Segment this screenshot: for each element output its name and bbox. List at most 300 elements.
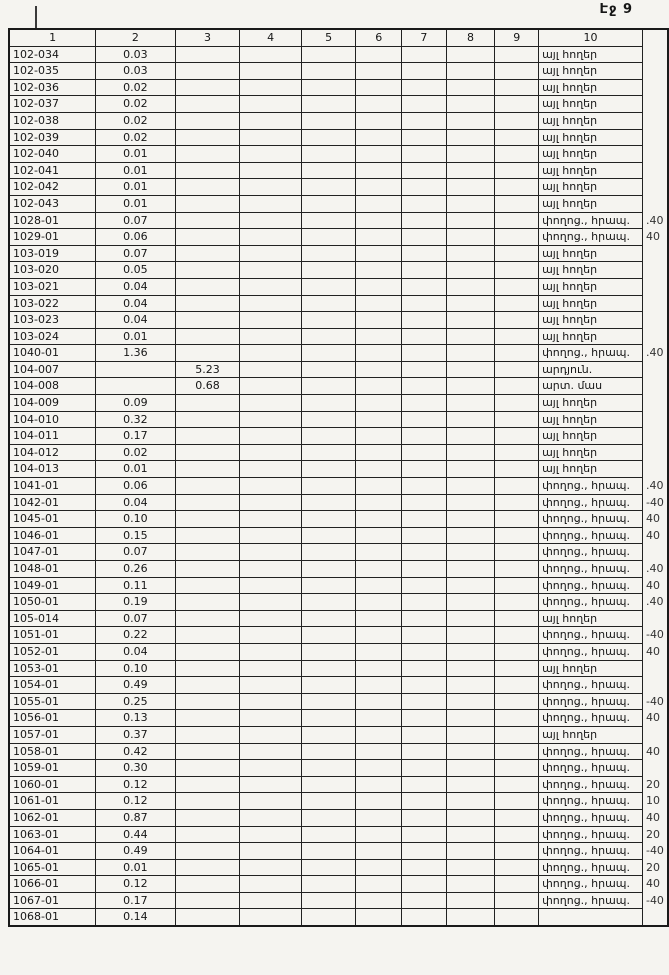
cell-col6	[356, 245, 402, 262]
header-col-5: 5	[301, 29, 356, 46]
cell-col6	[356, 511, 402, 528]
cell-col6	[356, 726, 402, 743]
cell-col7	[402, 577, 447, 594]
cell-col2: 0.04	[96, 278, 176, 295]
cell-col5	[301, 461, 356, 478]
cell-col3	[175, 594, 240, 611]
cell-col6	[356, 444, 402, 461]
cell-col9	[495, 345, 539, 362]
cell-col6	[356, 793, 402, 810]
cell-col10: այլ հողեր	[539, 46, 643, 63]
cell-col7	[402, 295, 447, 312]
cell-col10: այլ հողեր	[539, 295, 643, 312]
cell-col2: 0.04	[96, 295, 176, 312]
cell-col2: 0.02	[96, 96, 176, 113]
cell-col7	[402, 843, 447, 860]
cell-col5	[301, 743, 356, 760]
cell-col8	[446, 892, 495, 909]
cell-col6	[356, 428, 402, 445]
cell-col7	[402, 444, 447, 461]
cell-col7	[402, 743, 447, 760]
cell-col6	[356, 179, 402, 196]
cell-col9	[495, 760, 539, 777]
header-col-3: 3	[175, 29, 240, 46]
cell-col9	[495, 461, 539, 478]
cell-col10: այլ հողեր	[539, 195, 643, 212]
cell-col10: արտ. մաս	[539, 378, 643, 395]
margin-annotation: 40	[645, 744, 660, 758]
cell-col7	[402, 195, 447, 212]
cell-col8	[446, 859, 495, 876]
cell-col3	[175, 96, 240, 113]
table-row	[9, 328, 668, 345]
cell-col1: 103-019	[9, 245, 96, 262]
cell-col7	[402, 693, 447, 710]
margin-annotation	[642, 395, 668, 412]
cell-col8	[446, 677, 495, 694]
cell-col4	[240, 527, 302, 544]
cell-col6	[356, 660, 402, 677]
cell-col4	[240, 212, 302, 229]
cell-col10: այլ հողեր	[539, 395, 643, 412]
margin-annotation	[642, 262, 668, 279]
margin-annotation: 40	[645, 877, 660, 891]
cell-col5	[301, 478, 356, 495]
table-row	[9, 610, 668, 627]
cell-col3	[175, 478, 240, 495]
cell-col1: 104-013	[9, 461, 96, 478]
cell-col1: 102-034	[9, 46, 96, 63]
margin-annotation: -40	[645, 495, 664, 509]
cell-col7	[402, 511, 447, 528]
cell-col10: փողոց., հրապ.	[539, 892, 643, 909]
cell-col6	[356, 328, 402, 345]
cell-col7	[402, 345, 447, 362]
cell-col2: 0.03	[96, 46, 176, 63]
cell-col1: 1049-01	[9, 577, 96, 594]
cell-col7	[402, 411, 447, 428]
cell-col4	[240, 726, 302, 743]
cell-col5	[301, 79, 356, 96]
header-col-2: 2	[96, 29, 176, 46]
cell-col6	[356, 361, 402, 378]
table-row	[9, 710, 668, 727]
table-row	[9, 395, 668, 412]
cell-col1: 1066-01	[9, 876, 96, 893]
cell-col4	[240, 693, 302, 710]
margin-annotation	[642, 328, 668, 345]
margin-annotation: 40	[645, 644, 660, 658]
cell-col5	[301, 561, 356, 578]
cell-col7	[402, 96, 447, 113]
cell-col5	[301, 378, 356, 395]
cell-col2: 0.22	[96, 627, 176, 644]
table-row	[9, 793, 668, 810]
cell-col5	[301, 494, 356, 511]
cell-col6	[356, 411, 402, 428]
margin-annotation: 40	[645, 810, 660, 824]
cell-col10: փողոց., հրապ.	[539, 544, 643, 561]
cell-col8	[446, 461, 495, 478]
cell-col6	[356, 876, 402, 893]
cell-col8	[446, 179, 495, 196]
cell-col3: 0.68	[175, 378, 240, 395]
cell-col1: 104-007	[9, 361, 96, 378]
cell-col8	[446, 245, 495, 262]
cell-col9	[495, 212, 539, 229]
cell-col6	[356, 643, 402, 660]
cell-col6	[356, 527, 402, 544]
table-row	[9, 594, 668, 611]
table-row	[9, 826, 668, 843]
cell-col10: այլ հողեր	[539, 162, 643, 179]
cell-col1: 102-039	[9, 129, 96, 146]
cell-col7	[402, 660, 447, 677]
cell-col9	[495, 610, 539, 627]
cell-col2: 1.36	[96, 345, 176, 362]
cell-col7	[402, 112, 447, 129]
cell-col5	[301, 112, 356, 129]
cell-col5	[301, 428, 356, 445]
margin-annotation	[642, 411, 668, 428]
margin-annotation	[642, 96, 668, 113]
cell-col4	[240, 112, 302, 129]
cell-col7	[402, 146, 447, 163]
cell-col5	[301, 245, 356, 262]
cell-col7	[402, 129, 447, 146]
cell-col4	[240, 195, 302, 212]
cell-col3	[175, 179, 240, 196]
table-row	[9, 179, 668, 196]
cell-col7	[402, 710, 447, 727]
cell-col5	[301, 677, 356, 694]
cell-col10: փողոց., հրապ.	[539, 577, 643, 594]
cell-col2: 0.09	[96, 395, 176, 412]
cell-col2: 0.04	[96, 312, 176, 329]
cell-col6	[356, 112, 402, 129]
cell-col4	[240, 179, 302, 196]
table-row	[9, 660, 668, 677]
margin-annotation: -40	[645, 694, 664, 708]
cell-col7	[402, 859, 447, 876]
cell-col10: արդյուն.	[539, 361, 643, 378]
cell-col5	[301, 793, 356, 810]
cell-col3	[175, 809, 240, 826]
margin-annotation	[642, 295, 668, 312]
cell-col3	[175, 345, 240, 362]
cell-col5	[301, 46, 356, 63]
cell-col3	[175, 195, 240, 212]
table-row	[9, 345, 668, 362]
cell-col9	[495, 278, 539, 295]
cell-col6	[356, 627, 402, 644]
cell-col9	[495, 843, 539, 860]
cell-col2: 0.44	[96, 826, 176, 843]
margin-annotation	[642, 146, 668, 163]
cell-col9	[495, 511, 539, 528]
cell-col5	[301, 361, 356, 378]
cell-col1: 102-042	[9, 179, 96, 196]
cell-col8	[446, 627, 495, 644]
cell-col6	[356, 212, 402, 229]
cell-col3	[175, 793, 240, 810]
cell-col4	[240, 378, 302, 395]
cell-col5	[301, 195, 356, 212]
cell-col4	[240, 594, 302, 611]
margin-annotation: 40	[645, 512, 660, 526]
cell-col2: 0.30	[96, 760, 176, 777]
cell-col9	[495, 361, 539, 378]
cell-col7	[402, 494, 447, 511]
cell-col3	[175, 511, 240, 528]
cell-col7	[402, 278, 447, 295]
cell-col6	[356, 494, 402, 511]
cell-col2: 0.32	[96, 411, 176, 428]
cell-col10: այլ հողեր	[539, 63, 643, 80]
cell-col7	[402, 561, 447, 578]
cell-col3	[175, 444, 240, 461]
cell-col7	[402, 610, 447, 627]
cell-col8	[446, 511, 495, 528]
cell-col8	[446, 63, 495, 80]
cell-col4	[240, 428, 302, 445]
cell-col5	[301, 843, 356, 860]
cell-col4	[240, 826, 302, 843]
table-row	[9, 909, 668, 926]
cell-col6	[356, 129, 402, 146]
cell-col6	[356, 892, 402, 909]
cell-col9	[495, 776, 539, 793]
cell-col9	[495, 328, 539, 345]
table-row	[9, 444, 668, 461]
cell-col9	[495, 859, 539, 876]
cell-col3	[175, 710, 240, 727]
cell-col8	[446, 295, 495, 312]
cell-col4	[240, 63, 302, 80]
table-row	[9, 494, 668, 511]
cell-col9	[495, 892, 539, 909]
cell-col3	[175, 776, 240, 793]
cell-col7	[402, 527, 447, 544]
cell-col8	[446, 195, 495, 212]
cell-col3	[175, 79, 240, 96]
cell-col3	[175, 743, 240, 760]
cell-col3	[175, 527, 240, 544]
cell-col8	[446, 776, 495, 793]
table-row	[9, 428, 668, 445]
cell-col4	[240, 345, 302, 362]
header-col-9: 9	[495, 29, 539, 46]
cell-col9	[495, 312, 539, 329]
cell-col4	[240, 461, 302, 478]
cell-col1: 1058-01	[9, 743, 96, 760]
cell-col8	[446, 411, 495, 428]
cell-col2: 0.05	[96, 262, 176, 279]
table-row	[9, 561, 668, 578]
cell-col6	[356, 378, 402, 395]
cell-col3	[175, 577, 240, 594]
table-row	[9, 361, 668, 378]
header-col-7: 7	[402, 29, 447, 46]
cell-col10: այլ հողեր	[539, 146, 643, 163]
cell-col1: 103-020	[9, 262, 96, 279]
cell-col4	[240, 743, 302, 760]
cell-col7	[402, 328, 447, 345]
cell-col9	[495, 643, 539, 660]
cell-col1: 102-040	[9, 146, 96, 163]
cell-col9	[495, 112, 539, 129]
cell-col7	[402, 793, 447, 810]
cell-col4	[240, 245, 302, 262]
margin-annotation	[642, 428, 668, 445]
cell-col3	[175, 660, 240, 677]
cell-col3	[175, 395, 240, 412]
cell-col4	[240, 643, 302, 660]
cell-col9	[495, 544, 539, 561]
cell-col3	[175, 129, 240, 146]
table-row	[9, 129, 668, 146]
table-row	[9, 511, 668, 528]
cell-col5	[301, 511, 356, 528]
margin-annotation	[642, 312, 668, 329]
cell-col2: 0.12	[96, 776, 176, 793]
margin-annotation: .40	[645, 479, 664, 493]
cell-col7	[402, 79, 447, 96]
margin-annotation	[642, 444, 668, 461]
cell-col4	[240, 561, 302, 578]
table-row	[9, 627, 668, 644]
cell-col8	[446, 843, 495, 860]
cell-col8	[446, 262, 495, 279]
cell-col8	[446, 328, 495, 345]
cell-col7	[402, 478, 447, 495]
margin-annotation: -40	[645, 844, 664, 858]
cell-col3	[175, 892, 240, 909]
cell-col7	[402, 461, 447, 478]
header-col-8: 8	[446, 29, 495, 46]
cell-col1: 1046-01	[9, 527, 96, 544]
cell-col4	[240, 793, 302, 810]
cell-col8	[446, 478, 495, 495]
cell-col5	[301, 643, 356, 660]
cell-col10: այլ հողեր	[539, 112, 643, 129]
cell-col1: 102-037	[9, 96, 96, 113]
cell-col5	[301, 179, 356, 196]
cell-col9	[495, 627, 539, 644]
margin-annotation: 20	[645, 827, 660, 841]
table-row	[9, 693, 668, 710]
table-row	[9, 776, 668, 793]
cell-col3	[175, 245, 240, 262]
cell-col2: 0.10	[96, 660, 176, 677]
cell-col6	[356, 693, 402, 710]
cell-col4	[240, 478, 302, 495]
cell-col1: 104-011	[9, 428, 96, 445]
cell-col8	[446, 710, 495, 727]
margin-annotation	[642, 46, 668, 63]
cell-col3	[175, 494, 240, 511]
cell-col2: 0.12	[96, 876, 176, 893]
cell-col1: 1068-01	[9, 909, 96, 926]
cell-col4	[240, 843, 302, 860]
cell-col6	[356, 843, 402, 860]
cell-col6	[356, 594, 402, 611]
cell-col4	[240, 677, 302, 694]
cell-col1: 1055-01	[9, 693, 96, 710]
cell-col5	[301, 527, 356, 544]
margin-annotation: 40	[645, 711, 660, 725]
cell-col8	[446, 146, 495, 163]
cell-col4	[240, 46, 302, 63]
cell-col5	[301, 129, 356, 146]
table-row	[9, 478, 668, 495]
cell-col9	[495, 195, 539, 212]
table-row	[9, 809, 668, 826]
cell-col9	[495, 677, 539, 694]
cell-col4	[240, 544, 302, 561]
margin-annotation	[642, 361, 668, 378]
table-row	[9, 278, 668, 295]
cell-col9	[495, 245, 539, 262]
cell-col7	[402, 428, 447, 445]
cell-col9	[495, 162, 539, 179]
cell-col9	[495, 129, 539, 146]
margin-annotation	[642, 677, 668, 694]
cell-col2: 0.49	[96, 843, 176, 860]
cell-col1: 1061-01	[9, 793, 96, 810]
cell-col2: 0.01	[96, 146, 176, 163]
margin-annotation	[642, 79, 668, 96]
cell-col9	[495, 63, 539, 80]
cell-col10: փողոց., հրապ.	[539, 345, 643, 362]
cell-col10: փողոց., հրապ.	[539, 594, 643, 611]
margin-annotation: 40	[645, 578, 660, 592]
cell-col10: փողոց., հրապ.	[539, 859, 643, 876]
cell-col10: փողոց., հրապ.	[539, 743, 643, 760]
cell-col8	[446, 112, 495, 129]
cell-col6	[356, 229, 402, 246]
cell-col4	[240, 312, 302, 329]
cell-col8	[446, 693, 495, 710]
cell-col8	[446, 876, 495, 893]
cell-col8	[446, 444, 495, 461]
cell-col4	[240, 776, 302, 793]
cell-col10: փողոց., հրապ.	[539, 627, 643, 644]
margin-annotation	[642, 544, 668, 561]
cell-col2: 0.14	[96, 909, 176, 926]
cell-col10: փողոց., հրապ.	[539, 809, 643, 826]
cell-col2: 0.07	[96, 544, 176, 561]
margin-annotation: -40	[645, 893, 664, 907]
cell-col4	[240, 229, 302, 246]
cell-col10: փողոց., հրապ.	[539, 212, 643, 229]
cell-col1: 103-024	[9, 328, 96, 345]
cell-col1: 104-012	[9, 444, 96, 461]
cell-col2	[96, 378, 176, 395]
cell-col8	[446, 527, 495, 544]
cell-col1: 1042-01	[9, 494, 96, 511]
cell-col5	[301, 328, 356, 345]
cell-col2: 0.06	[96, 478, 176, 495]
cell-col4	[240, 577, 302, 594]
cell-col10: այլ հողեր	[539, 411, 643, 428]
cell-col9	[495, 378, 539, 395]
cell-col10: այլ հողեր	[539, 312, 643, 329]
margin-annotation: 20	[645, 777, 660, 791]
cell-col6	[356, 561, 402, 578]
cell-col10: այլ հողեր	[539, 428, 643, 445]
margin-annotation	[642, 461, 668, 478]
